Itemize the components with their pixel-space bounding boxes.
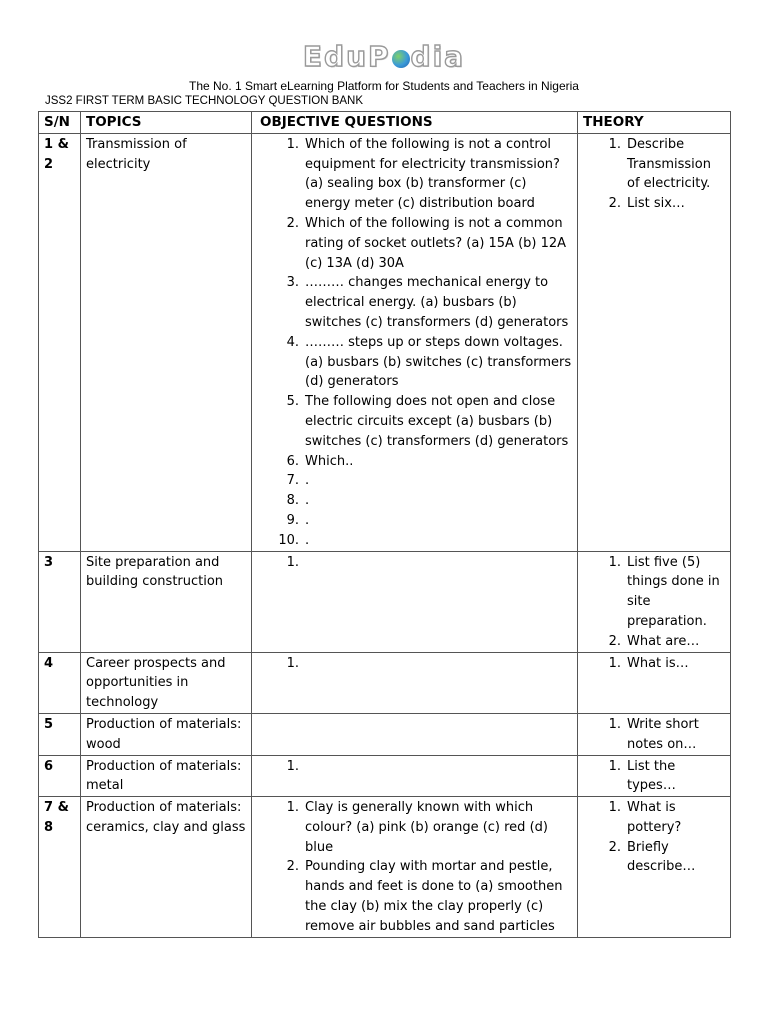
objective-question-item xyxy=(257,531,573,551)
serial-number-cell: 3 xyxy=(39,551,81,652)
theory-question-item xyxy=(583,194,726,214)
table-row xyxy=(39,551,731,652)
theory-cell xyxy=(578,755,731,797)
item-text: List the types… xyxy=(627,758,676,794)
theory-cell xyxy=(578,713,731,755)
item-number: 3. xyxy=(286,275,299,291)
table-row xyxy=(39,755,731,797)
objective-questions-cell xyxy=(252,551,578,652)
item-number: 10. xyxy=(278,532,299,548)
theory-cell xyxy=(578,652,731,713)
objective-question-item xyxy=(257,491,573,511)
item-number: 6. xyxy=(286,453,299,469)
header-topics: TOPICS xyxy=(81,112,252,134)
topic-cell: Transmission of electricity xyxy=(81,133,252,551)
objective-question-item xyxy=(257,857,573,936)
item-number: 1. xyxy=(608,716,621,732)
objective-questions-cell xyxy=(252,133,578,551)
item-text: . xyxy=(305,532,310,548)
objective-question-item xyxy=(257,511,573,531)
item-number: 2. xyxy=(608,196,621,212)
item-number: 2. xyxy=(608,633,621,649)
question-bank-table xyxy=(38,111,731,938)
theory-cell xyxy=(578,551,731,652)
serial-number-cell: 5 xyxy=(39,713,81,755)
item-number: 9. xyxy=(286,512,299,528)
item-text: Which of the following is not a common rating of socket outlets? (a) 15A (b) 12A (c) 13A (d) 30A xyxy=(305,215,567,271)
item-number: 1. xyxy=(608,554,621,570)
objective-question-item xyxy=(257,135,573,214)
header-sn: S/N xyxy=(39,112,81,134)
objective-questions-cell xyxy=(252,797,578,938)
item-text: Which of the following is not a control equipment for electricity transmission? (a) sealing box (b) transformer (c) energy meter (c) distribution board xyxy=(305,136,560,212)
tagline: The No. 1 Smart eLearning Platform for Students and Teachers in Nigeria xyxy=(189,79,579,93)
objective-question-item xyxy=(257,392,573,451)
item-text: Pounding clay with mortar and pestle, hands and feet is done to (a) smoothen the clay (b) mix the clay properly (c) remove air bubbles and sand particles xyxy=(305,859,563,934)
logo-text-left: EduP xyxy=(302,40,391,73)
serial-number-cell: 1 & 2 xyxy=(39,133,81,551)
objective-question-item xyxy=(257,273,573,332)
topic-cell: Site preparation and building construction xyxy=(81,551,252,652)
item-number: 1. xyxy=(608,800,621,816)
topic-cell: Career prospects and opportunities in technology xyxy=(81,652,252,713)
objective-question-item xyxy=(257,798,573,857)
theory-question-list xyxy=(583,715,726,755)
table-row xyxy=(39,713,731,755)
item-text: Write short notes on… xyxy=(627,716,699,752)
table-row xyxy=(39,133,731,551)
topic-cell: Production of materials: ceramics, clay and glass xyxy=(81,797,252,938)
item-text: . xyxy=(305,493,310,509)
item-text: Briefly describe… xyxy=(627,839,696,875)
theory-question-item xyxy=(583,632,726,652)
serial-number-cell: 4 xyxy=(39,652,81,713)
logo-text-right: dia xyxy=(410,40,466,73)
item-text: Which.. xyxy=(305,453,354,469)
theory-cell xyxy=(578,133,731,551)
theory-question-list xyxy=(583,654,726,674)
item-number: 2. xyxy=(286,859,299,875)
item-number: 1. xyxy=(286,554,299,570)
topic-cell: Production of materials: metal xyxy=(81,755,252,797)
topic-cell: Production of materials: wood xyxy=(81,713,252,755)
item-number: 1. xyxy=(286,800,299,816)
item-text: What is… xyxy=(627,655,689,671)
item-text: Clay is generally known with which colour? (a) pink (b) orange (c) red (d) blue xyxy=(305,800,548,855)
header-objective-questions: OBJECTIVE QUESTIONS xyxy=(252,112,578,134)
theory-question-list xyxy=(583,135,726,214)
objective-question-list xyxy=(257,135,573,551)
theory-question-item xyxy=(583,135,726,194)
item-text: List six… xyxy=(627,196,685,212)
objective-question-item xyxy=(257,214,573,273)
objective-question-item xyxy=(257,452,573,472)
item-number: 1. xyxy=(286,655,299,671)
item-number: 1. xyxy=(286,758,299,774)
table-header-row xyxy=(39,112,731,134)
theory-question-item xyxy=(583,798,726,838)
item-text: What is pottery? xyxy=(627,800,682,835)
question-bank-title: JSS2 FIRST TERM BASIC TECHNOLOGY QUESTION BANK xyxy=(45,95,364,107)
theory-question-item xyxy=(583,654,726,674)
item-number: 8. xyxy=(286,493,299,509)
item-number: 2. xyxy=(286,215,299,231)
theory-question-item xyxy=(583,715,726,755)
theory-question-item xyxy=(583,838,726,878)
item-number: 1. xyxy=(608,655,621,671)
item-number: 2. xyxy=(608,839,621,855)
theory-question-item xyxy=(583,553,726,632)
objective-questions-cell xyxy=(252,713,578,755)
theory-question-list xyxy=(583,798,726,877)
objective-question-item xyxy=(257,471,573,491)
item-text: The following does not open and close electric circuits except (a) busbars (b) switches (c) transformers (d) generators xyxy=(305,394,569,449)
theory-cell xyxy=(578,797,731,938)
edupodia-logo xyxy=(0,40,768,73)
theory-question-list xyxy=(583,553,726,652)
serial-number-cell: 6 xyxy=(39,755,81,797)
header-theory: THEORY xyxy=(578,112,731,134)
item-number: 5. xyxy=(286,394,299,410)
theory-question-list xyxy=(583,757,726,797)
serial-number-cell: 7 & 8 xyxy=(39,797,81,938)
item-number: 1. xyxy=(608,136,621,152)
theory-question-item xyxy=(583,757,726,797)
item-text: Describe Transmission of electricity. xyxy=(627,136,711,192)
item-number: 7. xyxy=(286,473,299,489)
item-text: . xyxy=(305,512,310,528)
item-number: 4. xyxy=(286,334,299,350)
objective-questions-cell xyxy=(252,755,578,797)
table-row xyxy=(39,797,731,938)
table-row xyxy=(39,652,731,713)
globe-icon xyxy=(392,50,410,68)
item-number: 1. xyxy=(608,758,621,774)
objective-questions-cell xyxy=(252,652,578,713)
item-text: What are… xyxy=(627,633,700,649)
item-text: ……… changes mechanical energy to electrical energy. (a) busbars (b) switches (c) transformers (d) generators xyxy=(305,275,569,330)
item-number: 1. xyxy=(286,136,299,152)
item-text: List five (5) things done in site preparation. xyxy=(627,554,720,629)
item-text: ……… steps up or steps down voltages. (a) busbars (b) switches (c) transformers (d) generators xyxy=(305,334,572,390)
item-text: . xyxy=(305,473,310,489)
objective-question-item xyxy=(257,333,573,392)
objective-question-list xyxy=(257,798,573,937)
